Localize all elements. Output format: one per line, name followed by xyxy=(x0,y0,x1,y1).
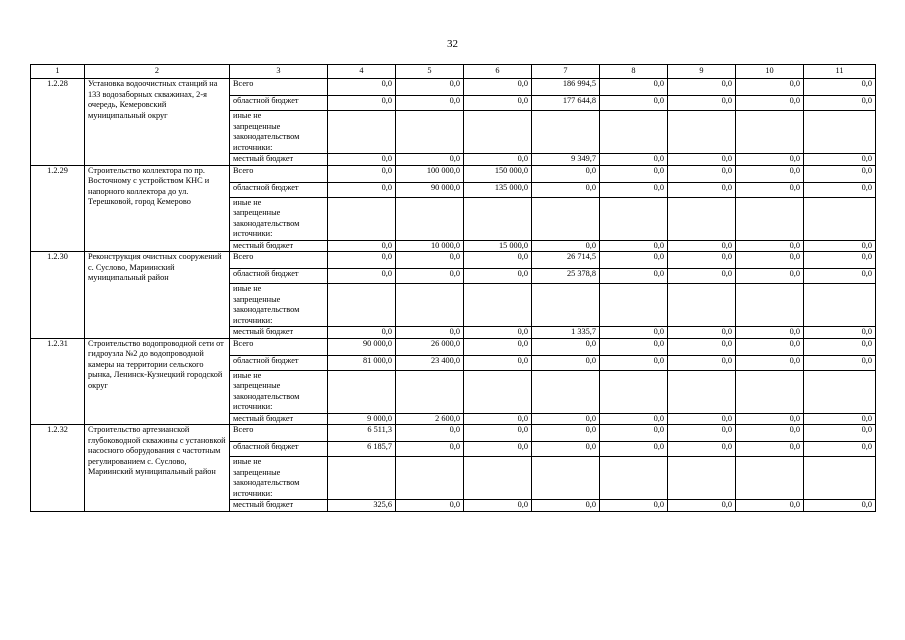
value-cell: 0,0 xyxy=(464,252,532,269)
value-cell: 0,0 xyxy=(736,182,804,197)
value-cell: 0,0 xyxy=(736,252,804,269)
value-cell: 0,0 xyxy=(464,338,532,355)
section-code: 1.2.30 xyxy=(31,252,85,339)
value-cell: 100 000,0 xyxy=(396,165,464,182)
value-cell: 0,0 xyxy=(668,252,736,269)
row-label-line: иные не xyxy=(233,370,262,380)
value-cell: 0,0 xyxy=(396,327,464,339)
row-label-line: источники: xyxy=(233,315,273,325)
value-cell: 6 185,7 xyxy=(328,442,396,457)
row-label-local: местный бюджет xyxy=(230,413,328,425)
row-label-line: источники: xyxy=(233,142,273,152)
value-cell: 0,0 xyxy=(668,338,736,355)
row-label-total: Всего xyxy=(230,425,328,442)
empty-cell xyxy=(328,457,396,500)
value-cell: 0,0 xyxy=(396,269,464,284)
value-cell: 0,0 xyxy=(668,425,736,442)
row-label-regional: областной бюджет xyxy=(230,182,328,197)
value-cell: 0,0 xyxy=(804,165,876,182)
value-cell: 0,0 xyxy=(600,425,668,442)
value-cell: 0,0 xyxy=(328,182,396,197)
row-label-local: местный бюджет xyxy=(230,327,328,339)
value-cell: 0,0 xyxy=(668,240,736,252)
row-label-total: Всего xyxy=(230,79,328,96)
row-label-line: источники: xyxy=(233,402,273,411)
row-label-local: местный бюджет xyxy=(230,500,328,512)
value-cell: 0,0 xyxy=(464,269,532,284)
table-row-total xyxy=(31,79,876,96)
empty-cell xyxy=(464,457,532,500)
empty-cell xyxy=(668,284,736,327)
empty-cell xyxy=(600,370,668,413)
value-cell: 0,0 xyxy=(532,355,600,370)
value-cell: 0,0 xyxy=(328,327,396,339)
value-cell: 150 000,0 xyxy=(464,165,532,182)
value-cell: 186 994,5 xyxy=(532,79,600,96)
row-label-regional: областной бюджет xyxy=(230,355,328,370)
empty-cell xyxy=(600,197,668,240)
value-cell: 0,0 xyxy=(600,154,668,166)
table-row-total xyxy=(31,165,876,182)
empty-cell xyxy=(396,284,464,327)
empty-cell xyxy=(464,370,532,413)
value-cell: 10 000,0 xyxy=(396,240,464,252)
empty-cell xyxy=(464,111,532,154)
value-cell: 0,0 xyxy=(600,182,668,197)
empty-cell xyxy=(532,111,600,154)
row-label-line: законодательством xyxy=(233,305,300,314)
value-cell: 0,0 xyxy=(328,154,396,166)
empty-cell xyxy=(804,457,876,500)
column-header: 3 xyxy=(230,65,328,79)
row-label-regional: областной бюджет xyxy=(230,96,328,111)
empty-cell xyxy=(804,111,876,154)
empty-cell xyxy=(328,111,396,154)
value-cell: 0,0 xyxy=(668,269,736,284)
row-label-line: иные не xyxy=(233,457,262,466)
empty-cell xyxy=(736,284,804,327)
value-cell: 0,0 xyxy=(668,79,736,96)
row-label-total: Всего xyxy=(230,165,328,182)
value-cell: 0,0 xyxy=(736,79,804,96)
row-label-other-sources xyxy=(230,457,328,500)
empty-cell xyxy=(328,370,396,413)
value-cell: 0,0 xyxy=(668,96,736,111)
page-number: 32 xyxy=(447,38,458,50)
section-name: Строительство водопроводной сети от гидроузла №2 до водопроводной камеры на территории сельского рынка, Ленинск-Кузнецкий городской округ xyxy=(85,338,230,425)
budget-table xyxy=(30,64,876,512)
value-cell: 0,0 xyxy=(600,240,668,252)
value-cell: 0,0 xyxy=(804,182,876,197)
column-header: 10 xyxy=(736,65,804,79)
value-cell: 0,0 xyxy=(532,182,600,197)
value-cell: 0,0 xyxy=(736,96,804,111)
value-cell: 0,0 xyxy=(396,425,464,442)
value-cell: 0,0 xyxy=(804,355,876,370)
value-cell: 0,0 xyxy=(736,154,804,166)
value-cell: 0,0 xyxy=(668,355,736,370)
empty-cell xyxy=(736,370,804,413)
value-cell: 0,0 xyxy=(668,327,736,339)
value-cell: 0,0 xyxy=(464,154,532,166)
empty-cell xyxy=(668,457,736,500)
empty-cell xyxy=(736,111,804,154)
empty-cell xyxy=(532,197,600,240)
empty-cell xyxy=(600,111,668,154)
empty-cell xyxy=(804,370,876,413)
row-label-line: иные не xyxy=(233,284,262,293)
value-cell: 25 378,8 xyxy=(532,269,600,284)
column-header: 8 xyxy=(600,65,668,79)
value-cell: 0,0 xyxy=(532,425,600,442)
empty-cell xyxy=(396,457,464,500)
value-cell: 0,0 xyxy=(328,269,396,284)
value-cell: 0,0 xyxy=(804,500,876,512)
column-header: 1 xyxy=(31,65,85,79)
value-cell: 0,0 xyxy=(532,338,600,355)
value-cell: 0,0 xyxy=(736,442,804,457)
value-cell: 0,0 xyxy=(396,79,464,96)
row-label-local: местный бюджет xyxy=(230,240,328,252)
value-cell: 0,0 xyxy=(804,338,876,355)
empty-cell xyxy=(668,370,736,413)
value-cell: 135 000,0 xyxy=(464,182,532,197)
row-label-total: Всего xyxy=(230,338,328,355)
value-cell: 177 644,8 xyxy=(532,96,600,111)
value-cell: 0,0 xyxy=(736,165,804,182)
value-cell: 0,0 xyxy=(396,442,464,457)
value-cell: 325,6 xyxy=(328,500,396,512)
value-cell: 0,0 xyxy=(600,79,668,96)
row-label-line: иные не xyxy=(233,197,262,207)
column-header: 7 xyxy=(532,65,600,79)
value-cell: 0,0 xyxy=(464,96,532,111)
empty-cell xyxy=(532,370,600,413)
empty-cell xyxy=(396,370,464,413)
column-header: 5 xyxy=(396,65,464,79)
value-cell: 0,0 xyxy=(668,413,736,425)
value-cell: 0,0 xyxy=(804,252,876,269)
value-cell: 0,0 xyxy=(328,165,396,182)
row-label-regional: областной бюджет xyxy=(230,442,328,457)
empty-cell xyxy=(532,284,600,327)
value-cell: 0,0 xyxy=(600,442,668,457)
row-label-other-sources xyxy=(230,197,328,240)
column-header: 4 xyxy=(328,65,396,79)
value-cell: 0,0 xyxy=(804,96,876,111)
value-cell: 0,0 xyxy=(736,355,804,370)
section-code: 1.2.28 xyxy=(31,79,85,166)
row-label-other-sources xyxy=(230,284,328,327)
value-cell: 0,0 xyxy=(532,413,600,425)
row-label-other-sources xyxy=(230,370,328,413)
value-cell: 0,0 xyxy=(532,165,600,182)
section-name: Установка водоочистных станций на 133 водозаборных скважинах, 2-я очередь, Кемеровский муниципальный округ xyxy=(85,79,230,166)
table-row-total xyxy=(31,252,876,269)
value-cell: 0,0 xyxy=(736,240,804,252)
value-cell: 0,0 xyxy=(736,338,804,355)
value-cell: 0,0 xyxy=(736,269,804,284)
value-cell: 15 000,0 xyxy=(464,240,532,252)
value-cell: 0,0 xyxy=(804,154,876,166)
value-cell: 90 000,0 xyxy=(396,182,464,197)
value-cell: 0,0 xyxy=(464,413,532,425)
value-cell: 0,0 xyxy=(464,425,532,442)
value-cell: 0,0 xyxy=(804,240,876,252)
section-name: Строительство коллектора по пр. Восточному с устройством КНС и напорного коллектора до ул. Терешковой, город Кемерово xyxy=(85,165,230,252)
column-header: 2 xyxy=(85,65,230,79)
empty-cell xyxy=(464,284,532,327)
row-label-line: источники: xyxy=(233,229,273,238)
row-label-line: запрещенные xyxy=(233,294,281,304)
value-cell: 0,0 xyxy=(600,413,668,425)
value-cell: 0,0 xyxy=(396,154,464,166)
table-row-total xyxy=(31,338,876,355)
section-code: 1.2.31 xyxy=(31,338,85,425)
section-code: 1.2.29 xyxy=(31,165,85,252)
empty-cell xyxy=(600,457,668,500)
row-label-line: иные не xyxy=(233,111,262,120)
value-cell: 0,0 xyxy=(532,442,600,457)
value-cell: 0,0 xyxy=(804,413,876,425)
section-name: Реконструкция очистных сооружений с. Суслово, Мариинский муниципальный район xyxy=(85,252,230,339)
value-cell: 26 714,5 xyxy=(532,252,600,269)
value-cell: 0,0 xyxy=(328,240,396,252)
empty-cell xyxy=(396,197,464,240)
value-cell: 6 511,3 xyxy=(328,425,396,442)
header-row xyxy=(31,65,876,79)
value-cell: 0,0 xyxy=(804,79,876,96)
value-cell: 0,0 xyxy=(600,338,668,355)
empty-cell xyxy=(328,197,396,240)
row-label-line: законодательством xyxy=(233,478,300,487)
empty-cell xyxy=(464,197,532,240)
value-cell: 0,0 xyxy=(600,252,668,269)
column-header: 6 xyxy=(464,65,532,79)
value-cell: 0,0 xyxy=(600,269,668,284)
value-cell: 9 000,0 xyxy=(328,413,396,425)
section-name: Строительство артезианской глубоководной скважины с установкой насосного оборудования с частотным регулированием с. Суслово, Мариинский муниципальный район xyxy=(85,425,230,512)
column-header: 11 xyxy=(804,65,876,79)
value-cell: 0,0 xyxy=(668,500,736,512)
value-cell: 0,0 xyxy=(736,413,804,425)
value-cell: 0,0 xyxy=(328,79,396,96)
value-cell: 0,0 xyxy=(804,327,876,339)
table-row-total xyxy=(31,425,876,442)
value-cell: 0,0 xyxy=(600,96,668,111)
value-cell: 0,0 xyxy=(804,425,876,442)
section-code: 1.2.32 xyxy=(31,425,85,512)
value-cell: 0,0 xyxy=(668,165,736,182)
empty-cell xyxy=(600,284,668,327)
row-label-line: запрещенные xyxy=(233,208,281,217)
row-label-line: законодательством xyxy=(233,218,300,228)
row-label-other-sources xyxy=(230,111,328,154)
value-cell: 0,0 xyxy=(600,500,668,512)
empty-cell xyxy=(668,197,736,240)
column-header: 9 xyxy=(668,65,736,79)
value-cell: 0,0 xyxy=(600,355,668,370)
value-cell: 23 400,0 xyxy=(396,355,464,370)
value-cell: 0,0 xyxy=(464,442,532,457)
value-cell: 0,0 xyxy=(396,500,464,512)
row-label-local: местный бюджет xyxy=(230,154,328,166)
empty-cell xyxy=(396,111,464,154)
value-cell: 0,0 xyxy=(464,79,532,96)
value-cell: 0,0 xyxy=(668,154,736,166)
value-cell: 0,0 xyxy=(464,500,532,512)
empty-cell xyxy=(532,457,600,500)
row-label-line: запрещенные xyxy=(233,467,281,477)
value-cell: 0,0 xyxy=(804,269,876,284)
value-cell: 0,0 xyxy=(736,327,804,339)
row-label-line: запрещенные xyxy=(233,381,281,390)
empty-cell xyxy=(736,197,804,240)
value-cell: 0,0 xyxy=(532,240,600,252)
value-cell: 0,0 xyxy=(736,500,804,512)
row-label-line: законодательством xyxy=(233,132,300,141)
empty-cell xyxy=(804,284,876,327)
value-cell: 0,0 xyxy=(396,252,464,269)
value-cell: 0,0 xyxy=(464,355,532,370)
value-cell: 1 335,7 xyxy=(532,327,600,339)
row-label-total: Всего xyxy=(230,252,328,269)
row-label-line: источники: xyxy=(233,488,273,498)
value-cell: 0,0 xyxy=(328,96,396,111)
value-cell: 0,0 xyxy=(804,442,876,457)
value-cell: 0,0 xyxy=(328,252,396,269)
value-cell: 26 000,0 xyxy=(396,338,464,355)
row-label-line: запрещенные xyxy=(233,121,281,131)
value-cell: 0,0 xyxy=(600,165,668,182)
empty-cell xyxy=(328,284,396,327)
value-cell: 0,0 xyxy=(396,96,464,111)
value-cell: 0,0 xyxy=(464,327,532,339)
value-cell: 81 000,0 xyxy=(328,355,396,370)
empty-cell xyxy=(736,457,804,500)
value-cell: 90 000,0 xyxy=(328,338,396,355)
empty-cell xyxy=(804,197,876,240)
empty-cell xyxy=(668,111,736,154)
value-cell: 0,0 xyxy=(668,442,736,457)
value-cell: 0,0 xyxy=(668,182,736,197)
value-cell: 0,0 xyxy=(600,327,668,339)
value-cell: 0,0 xyxy=(532,500,600,512)
value-cell: 9 349,7 xyxy=(532,154,600,166)
value-cell: 2 600,0 xyxy=(396,413,464,425)
row-label-line: законодательством xyxy=(233,391,300,401)
value-cell: 0,0 xyxy=(736,425,804,442)
row-label-regional: областной бюджет xyxy=(230,269,328,284)
